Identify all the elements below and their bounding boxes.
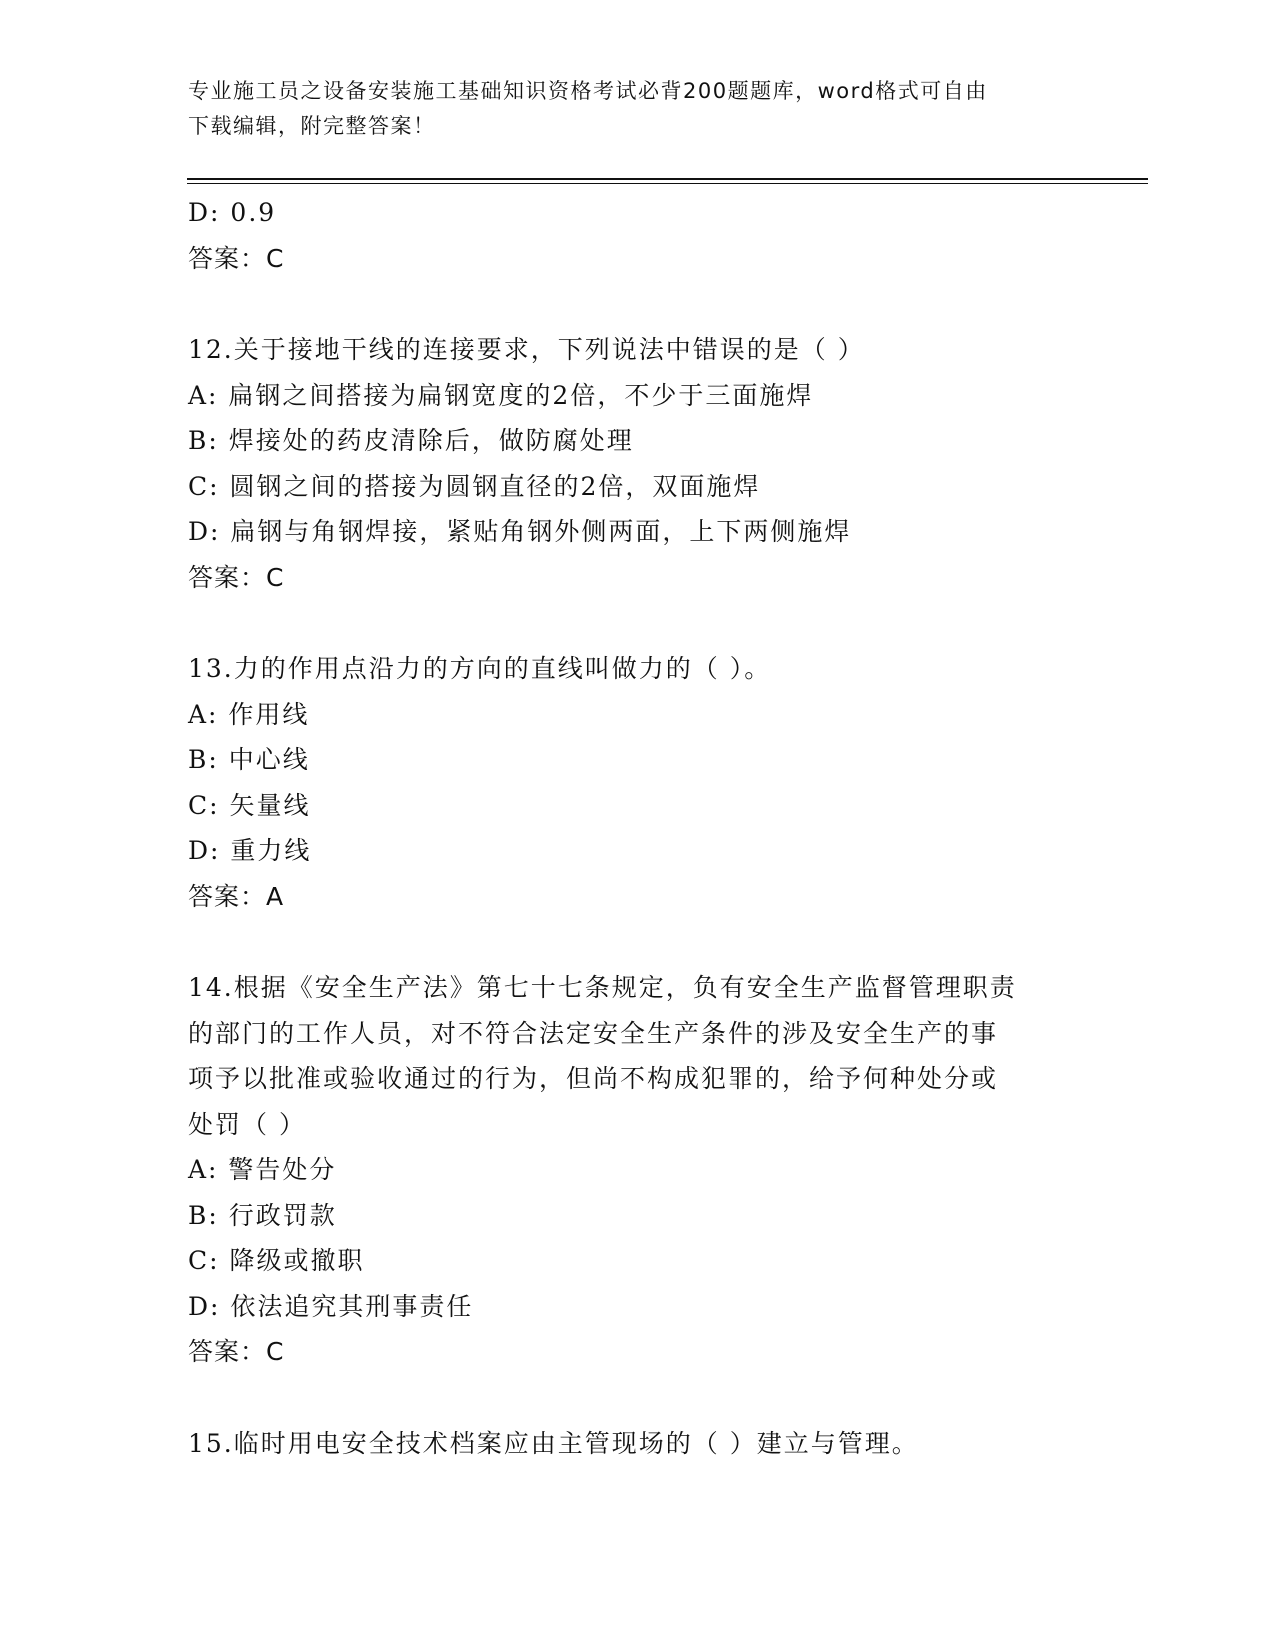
option-a: A: 警告处分 bbox=[188, 1155, 337, 1184]
question-15 bbox=[188, 1421, 1088, 1467]
option-a: A: 作用线 bbox=[188, 699, 310, 729]
prev-option-d: D: 0.9 bbox=[188, 198, 277, 227]
option-b: B: 焊接处的药皮清除后，做防腐处理 bbox=[188, 426, 634, 455]
answer: 答案：C bbox=[188, 1337, 285, 1366]
spacer bbox=[188, 1375, 1088, 1421]
spacer bbox=[188, 600, 1088, 646]
question-stem: 15.临时用电安全技术档案应由主管现场的（ ）建立与管理。 bbox=[188, 1428, 919, 1458]
document-header bbox=[188, 74, 1088, 144]
option-b: B: 中心线 bbox=[188, 745, 310, 774]
option-c: C: 矢量线 bbox=[188, 790, 311, 820]
option-b: B: 行政罚款 bbox=[188, 1200, 337, 1230]
question-stem: 12.关于接地干线的连接要求，下列说法中错误的是（ ） bbox=[188, 335, 865, 364]
question-12 bbox=[188, 327, 1088, 600]
option-c: C: 降级或撤职 bbox=[188, 1246, 365, 1275]
answer: 答案：A bbox=[188, 881, 285, 911]
option-d: D: 扁钢与角钢焊接，紧贴角钢外侧两面，上下两侧施焊 bbox=[188, 517, 852, 546]
question-content bbox=[188, 190, 1088, 1466]
question-14 bbox=[188, 965, 1088, 1375]
question-stem: 13.力的作用点沿力的方向的直线叫做力的（ ）。 bbox=[188, 654, 772, 683]
header-line-1: 专业施工员之设备安装施工基础知识资格考试必背200题题库，word格式可自由 bbox=[188, 79, 988, 103]
header-divider-thin bbox=[187, 183, 1148, 184]
spacer bbox=[188, 281, 1088, 327]
option-c: C: 圆钢之间的搭接为圆钢直径的2倍，双面施焊 bbox=[188, 471, 761, 501]
question-stem-line-2: 的部门的工作人员，对不符合法定安全生产条件的涉及安全生产的事 bbox=[188, 1018, 999, 1048]
question-stem-line-4: 处罚（ ） bbox=[188, 1109, 306, 1139]
option-a: A: 扁钢之间搭接为扁钢宽度的2倍，不少于三面施焊 bbox=[188, 380, 814, 410]
question-stem-line-3: 项予以批准或验收通过的行为，但尚不构成犯罪的，给予何种处分或 bbox=[188, 1064, 999, 1093]
option-d: D: 依法追究其刑事责任 bbox=[188, 1291, 474, 1321]
answer: 答案：C bbox=[188, 562, 285, 592]
spacer bbox=[188, 919, 1088, 965]
prev-answer: 答案：C bbox=[188, 243, 285, 273]
question-stem-line-1: 14.根据《安全生产法》第七十七条规定，负有安全生产监督管理职责 bbox=[188, 973, 1017, 1002]
header-divider bbox=[187, 178, 1148, 180]
header-line-2: 下载编辑，附完整答案！ bbox=[188, 114, 436, 138]
option-d: D: 重力线 bbox=[188, 836, 312, 865]
question-13 bbox=[188, 646, 1088, 919]
